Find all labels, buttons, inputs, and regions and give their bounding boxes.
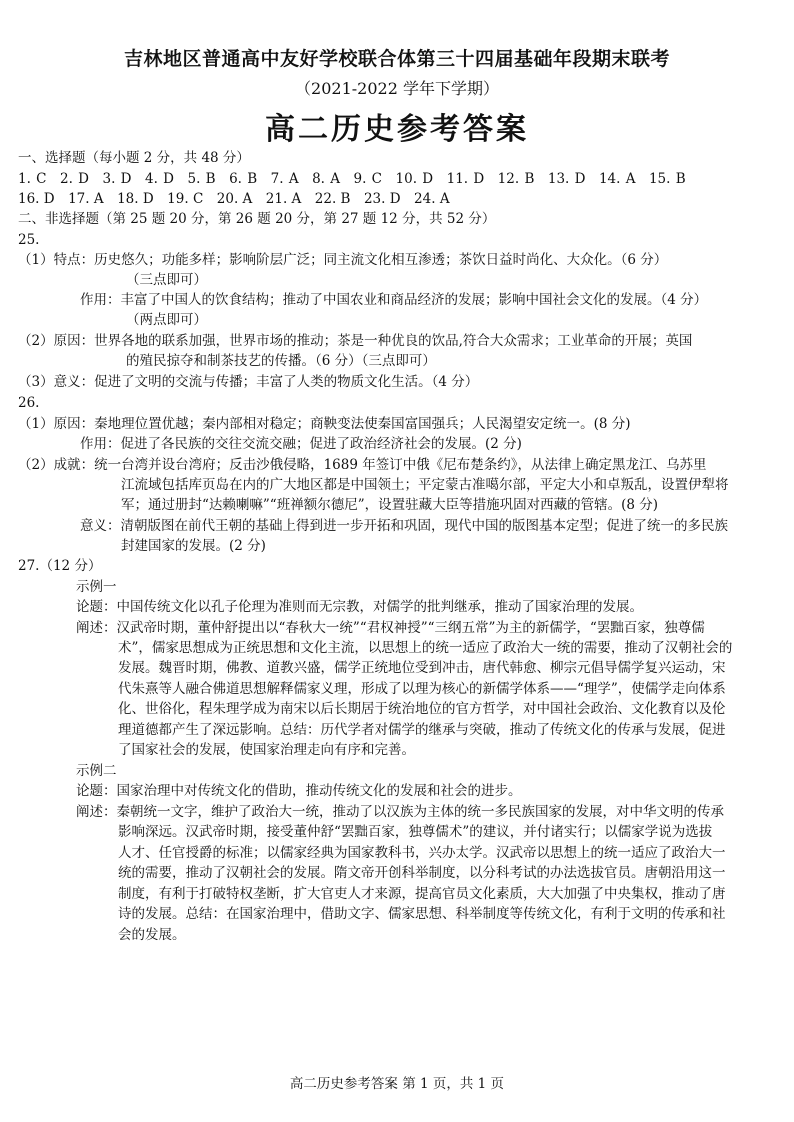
school-year-subtitle: （2021-2022 学年下学期） bbox=[295, 79, 499, 98]
q26-part2-achievement: （2）成就：统一台湾并设台湾府；反击沙俄侵略，1689 年签订中俄《尼布楚条约》，从法律上确定黑龙江、乌苏里 bbox=[18, 457, 707, 473]
q26-number: 26. bbox=[18, 395, 40, 411]
q26-part2-meaning: 意义：清朝版图在前代王朝的基础上得到进一步开拓和巩固，现代中国的版图基本定型；促进了统一的多民族 bbox=[80, 518, 728, 534]
q27-example1-line3: 发展。魏晋时期，佛教、道教兴盛，儒学正统地位受到冲击，唐代韩愈、柳宗元倡导儒学复兴运动，宋 bbox=[118, 660, 726, 676]
answers-row-2: 16. D 17. A 18. D 19. C 20. A 21. A 22. B 23. D 24. A bbox=[18, 191, 450, 207]
q25-number: 25. bbox=[18, 232, 40, 248]
q25-part2-reason: （2）原因：世界各地的联系加强，世界市场的推动；茶是一种优良的饮品,符合大众需求；工业革命的开展；英国 bbox=[18, 333, 693, 349]
q25-part1-note: （三点即可） bbox=[126, 272, 207, 288]
q27-example2-line4: 统的需要，推动了汉朝社会的发展。隋文帝开创科举制度，以分科考试的办法选拔官员。唐朝沿用这一 bbox=[118, 865, 726, 881]
q27-example1-line6: 理道德都产生了深远影响。总结：历代学者对儒学的继承与突破，推动了传统文化的传承与发展，促进 bbox=[118, 722, 726, 738]
q27-example1-label: 示例一 bbox=[76, 579, 117, 595]
q27-example2-line6: 诗的发展。总结：在国家治理中，借助文字、儒家思想、科举制度等传统文化，有利于文明的传承和社 bbox=[118, 906, 726, 922]
answers-row-1: 1. C 2. D 3. D 4. D 5. B 6. B 7. A 8. A 9. C 10. D 11. D 12. B 13. D 14. A 15. B bbox=[18, 171, 686, 187]
q25-part3-meaning: （3）意义：促进了文明的交流与传播；丰富了人类的物质文化生活。（4 分） bbox=[18, 374, 479, 390]
q26-part2-meaning-cont: 封建国家的发展。(2 分) bbox=[121, 538, 266, 554]
part2-heading: 二、非选择题（第 25 题 20 分，第 26 题 20 分，第 27 题 12 分，共 52 分） bbox=[18, 211, 496, 227]
page-footer: 高二历史参考答案 第 1 页，共 1 页 bbox=[289, 1076, 505, 1092]
q26-part2-achievement-cont2: 军；通过册封“达赖喇嘛”“班禅额尔德尼”，设置驻藏大臣等措施巩固对西藏的管辖。(8 分) bbox=[121, 497, 659, 513]
q27-number: 27.（12 分） bbox=[18, 558, 102, 574]
q26-part1-reason: （1）原因：秦地理位置优越；秦内部相对稳定；商鞅变法使秦国富国强兵；人民渴望安定统一。(8 分) bbox=[18, 416, 631, 432]
q27-example1-thesis: 论题：中国传统文化以孔子伦理为准则而无宗教，对儒学的批判继承，推动了国家治理的发展。 bbox=[76, 599, 643, 615]
part1-heading: 一、选择题（每小题 2 分，共 48 分） bbox=[18, 150, 250, 166]
q27-example1-line2: 术”，儒家思想成为正统思想和文化主流，以思想上的统一适应了政治大一统的需要，推动了汉朝社会的 bbox=[118, 640, 733, 656]
q25-part2-reason-cont: 的殖民掠夺和制茶技艺的传播。（6 分）（三点即可） bbox=[126, 353, 436, 369]
q27-example1-line5: 化、世俗化，程朱理学成为南宋以后长期居于统治地位的官方哲学，对中国社会政治、文化教育以及伦 bbox=[118, 701, 726, 717]
exam-union-title: 吉林地区普通高中友好学校联合体第三十四届基础年段期末联考 bbox=[123, 48, 670, 70]
q27-example2-line2: 影响深远。汉武帝时期，接受董仲舒“罢黜百家，独尊儒术”的建议，并付诸实行；以儒家学说为选拔 bbox=[118, 824, 713, 840]
page-title: 高二历史参考答案 bbox=[265, 112, 529, 147]
q26-part1-effect: 作用：促进了各民族的交往交流交融；促进了政治经济社会的发展。(2 分) bbox=[80, 436, 522, 452]
q25-part1-effect: 作用：丰富了中国人的饮食结构；推动了中国农业和商品经济的发展；影响中国社会文化的发展。（4 分） bbox=[80, 292, 708, 308]
q26-part2-achievement-cont1: 江流域包括库页岛在内的广大地区都是中国领土；平定蒙古准噶尔部，平定大小和卓叛乱，设置伊犁将 bbox=[121, 477, 729, 493]
q27-example1-line4: 代朱熹等人融合佛道思想解释儒家义理，形成了以理为核心的新儒学体系——“理学”，使儒学走向体系 bbox=[118, 681, 726, 697]
q27-example2-line3: 人才、任官授爵的标准；以儒家经典为国家教科书，兴办太学。汉武帝以思想上的统一适应了政治大一 bbox=[118, 845, 726, 861]
q27-example2-thesis: 论题：国家治理中对传统文化的借助，推动传统文化的发展和社会的进步。 bbox=[76, 783, 522, 799]
q27-example2-label: 示例二 bbox=[76, 763, 117, 779]
q27-example2-line7: 会的发展。 bbox=[118, 927, 186, 943]
q25-part1-effect-note: （两点即可） bbox=[126, 312, 207, 328]
q27-example1-line7: 了国家社会的发展，使国家治理走向有序和完善。 bbox=[118, 742, 415, 758]
q27-example1-line1: 阐述：汉武帝时期，董仲舒提出以“春秋大一统”“君权神授”“三纲五常”为主的新儒学，“罢黜百家，独尊儒 bbox=[76, 620, 705, 636]
q27-example2-line1: 阐述：秦朝统一文字，维护了政治大一统，推动了以汉族为主体的统一多民族国家的发展，对中华文明的传承 bbox=[76, 804, 724, 820]
q25-part1-features: （1）特点：历史悠久；功能多样；影响阶层广泛；同主流文化相互渗透；茶饮日益时尚化、大众化。（6 分） bbox=[18, 252, 668, 268]
q27-example2-line5: 制度，有利于打破特权垄断，扩大官吏人才来源，提高官员文化素质，大大加强了中央集权，推动了唐 bbox=[118, 886, 726, 902]
